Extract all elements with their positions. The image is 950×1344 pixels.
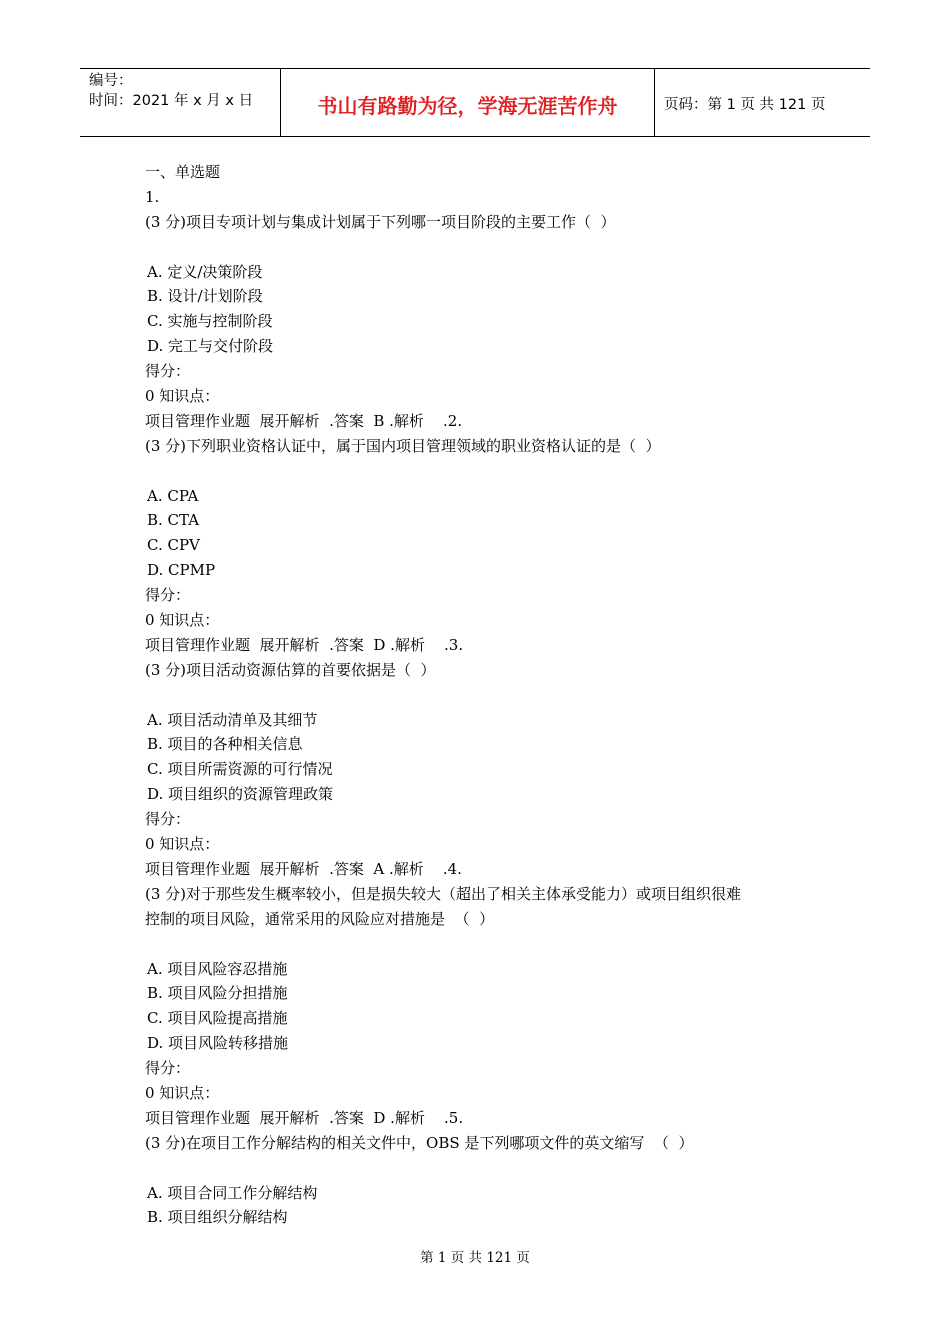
- text-line: 0 知识点：: [145, 1083, 220, 1102]
- text-line: 0 知识点：: [145, 387, 220, 406]
- text-line: 得分：: [145, 1059, 191, 1078]
- header-left-cell: [80, 69, 281, 136]
- text-line: 0 知识点：: [145, 835, 220, 854]
- answer-option: A. 项目合同工作分解结构: [147, 1183, 318, 1202]
- header-page-info: 页码：第 1 页 共 121 页: [664, 97, 826, 113]
- text-line: (3 分)项目专项计划与集成计划属于下列哪一项目阶段的主要工作（ ）: [145, 212, 616, 231]
- answer-option: A. 项目活动清单及其细节: [147, 710, 318, 729]
- text-line: 得分：: [145, 362, 191, 381]
- answer-option: A. 项目风险容忍措施: [147, 959, 288, 978]
- text-line: 项目管理作业题 展开解析 .答案 B .解析 .2.: [145, 411, 463, 430]
- answer-option: A. 定义/决策阶段: [147, 262, 263, 281]
- answer-option: B. 项目风险分担措施: [147, 984, 288, 1003]
- answer-option: C. 项目所需资源的可行情况: [147, 760, 333, 779]
- answer-option: D. CPMP: [147, 561, 216, 580]
- text-line: 0 知识点：: [145, 611, 220, 630]
- page-footer: 第 1 页 共 121 页: [420, 1250, 530, 1266]
- text-line: 项目管理作业题 展开解析 .答案 A .解析 .4.: [145, 859, 462, 878]
- blank-line: [145, 1156, 845, 1181]
- answer-option: B. 项目组织分解结构: [147, 1208, 288, 1227]
- answer-option: D. 项目风险转移措施: [147, 1034, 289, 1053]
- blank-line: [145, 683, 845, 708]
- blank-line: [145, 932, 845, 957]
- text-line: 得分：: [145, 810, 191, 829]
- text-line: 得分：: [145, 586, 191, 605]
- document-header: [80, 68, 870, 137]
- text-line: (3 分)对于那些发生概率较小，但是损失较大（超出了相关主体承受能力）或项目组织很难: [145, 884, 742, 903]
- text-line: (3 分)下列职业资格认证中，属于国内项目管理领域的职业资格认证的是（ ）: [145, 436, 661, 455]
- blank-line: [145, 235, 845, 260]
- answer-option: B. 设计/计划阶段: [147, 287, 263, 306]
- text-line: 一、单选题: [145, 163, 221, 181]
- text-line: (3 分)在项目工作分解结构的相关文件中，OBS 是下列哪项文件的英文缩写 （ ）: [145, 1133, 694, 1152]
- answer-option: B. 项目的各种相关信息: [147, 735, 303, 754]
- answer-option: A. CPA: [147, 486, 199, 505]
- answer-option: B. CTA: [147, 511, 200, 530]
- date-label: 时间：2021 年 x 月 x 日: [89, 93, 254, 109]
- text-line: (3 分)项目活动资源估算的首要依据是（ ）: [145, 660, 436, 679]
- answer-option: C. 项目风险提高措施: [147, 1009, 288, 1028]
- document-body: [145, 160, 845, 1230]
- answer-option: D. 完工与交付阶段: [147, 337, 274, 356]
- header-motto: 书山有路勤为径，学海无涯苦作舟: [281, 69, 655, 136]
- answer-option: D. 项目组织的资源管理政策: [147, 785, 334, 804]
- answer-option: C. 实施与控制阶段: [147, 312, 273, 331]
- text-line: 项目管理作业题 展开解析 .答案 D .解析 .5.: [145, 1108, 464, 1127]
- text-line: 1.: [145, 187, 160, 206]
- blank-line: [145, 459, 845, 484]
- answer-option: C. CPV: [147, 536, 200, 555]
- text-line: 控制的项目风险，通常采用的风险应对措施是 （ ）: [145, 909, 495, 928]
- serial-number-label: 编号：: [89, 73, 133, 89]
- text-line: 项目管理作业题 展开解析 .答案 D .解析 .3.: [145, 635, 464, 654]
